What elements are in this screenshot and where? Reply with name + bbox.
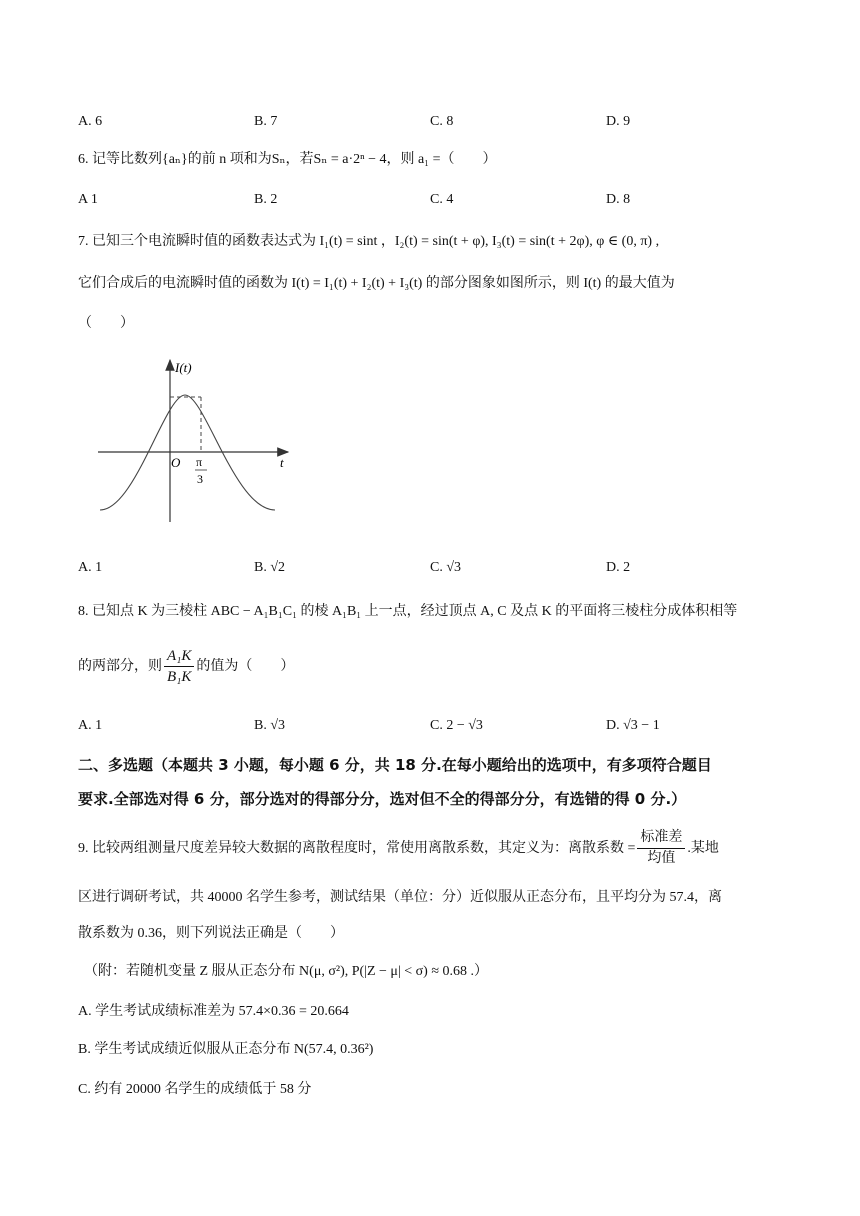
y-axis-label: I(t)	[175, 360, 192, 375]
q7-stem-line1: 7. 已知三个电流瞬时值的函数表达式为 I₁(t) = sint ，I₂(t) = sin(t + φ), I₃(t) = sin(t + 2φ), φ ∈ (0, π) ,	[78, 234, 660, 249]
q5-option-a: A. 6	[78, 114, 103, 129]
section2-heading-line1: 二、多选题（本题共 3 小题，每小题 6 分，共 18 分.在每小题给出的选项中，有多项符合题目	[78, 756, 712, 774]
q8-fraction	[164, 646, 194, 687]
q8-stem-line2	[78, 646, 294, 687]
q5-option-c: C. 8	[430, 114, 454, 129]
q9-option-a: A. 学生考试成绩标准差为 57.4×0.36 = 20.664	[78, 1004, 349, 1019]
tick-numerator: π	[196, 455, 203, 469]
q9-line1-pre: 9. 比较两组测量尺度差异较大数据的离散程度时，常使用离散系数，其定义为：离散系数 =	[78, 840, 636, 856]
q9-line1-post: .某地	[687, 840, 719, 856]
q9-fraction	[637, 828, 685, 869]
q7-option-d: D. 2	[606, 560, 631, 575]
q7-option-b: B. √2	[254, 560, 286, 575]
q7-option-a: A. 1	[78, 560, 103, 575]
q9-frac-num: 标准差	[637, 828, 685, 849]
q8-frac-den: B₁K	[167, 669, 192, 685]
q9-frac-den: 均值	[647, 851, 676, 866]
q9-option-b: B. 学生考试成绩近似服从正态分布 N(57.4, 0.36²)	[78, 1042, 374, 1057]
q8-option-c: C. 2 − √3	[430, 718, 483, 733]
origin-label: O	[171, 455, 181, 470]
q8-option-b: B. √3	[254, 718, 286, 733]
q7-stem-line3: （ ）	[78, 316, 134, 331]
q6-option-c: C. 4	[430, 192, 454, 207]
q9-stem-line2: 区进行调研考试，共 40000 名学生参考，测试结果（单位：分）近似服从正态分布，且平均分为 57.4，离	[78, 890, 722, 905]
q9-option-c: C. 约有 20000 名学生的成绩低于 58 分	[78, 1082, 312, 1097]
q6-option-b: B. 2	[254, 192, 278, 207]
q8-line2-post: 的值为（ ）	[196, 658, 295, 674]
q7-option-c: C. √3	[430, 560, 462, 575]
q8-option-d: D. √3 − 1	[606, 718, 660, 733]
q9-stem-line3: 散系数为 0.36，则下列说法正确是（ ）	[78, 926, 344, 941]
q6-option-d: D. 8	[606, 192, 631, 207]
q8-line2-pre: 的两部分，则	[78, 658, 162, 674]
q7-stem-line2: 它们合成后的电流瞬时值的函数为 I(t) = I₁(t) + I₂(t) + I₃(t) 的部分图象如图所示，则 I(t) 的最大值为	[78, 276, 675, 291]
q6-option-a: A 1	[78, 192, 98, 207]
q5-option-d: D. 9	[606, 114, 631, 129]
q5-option-b: B. 7	[254, 114, 278, 129]
q9-stem-line1	[78, 828, 719, 869]
q9-note: （附：若随机变量 Z 服从正态分布 N(μ, σ²), P(|Z − μ| < σ) ≈ 0.68 .）	[84, 964, 489, 979]
q8-frac-num: A₁K	[164, 646, 194, 667]
q8-stem-line1: 8. 已知点 K 为三棱柱 ABC − A₁B₁C₁ 的棱 A₁B₁ 上一点，经过顶点 A, C 及点 K 的平面将三棱柱分成体积相等	[78, 604, 738, 619]
section2-heading-line2: 要求.全部选对得 6 分，部分选对的得部分分，选对但不全的得部分分，有选错的得 0 分.）	[78, 790, 687, 808]
q7-graph	[90, 350, 300, 530]
tick-denominator: 3	[197, 472, 203, 486]
x-axis-label: t	[280, 455, 284, 470]
q6-stem: 6. 记等比数列{aₙ}的前 n 项和为Sₙ，若Sₙ = a·2ⁿ − 4，则 a₁ =（ ）	[78, 152, 497, 167]
q8-option-a: A. 1	[78, 718, 103, 733]
